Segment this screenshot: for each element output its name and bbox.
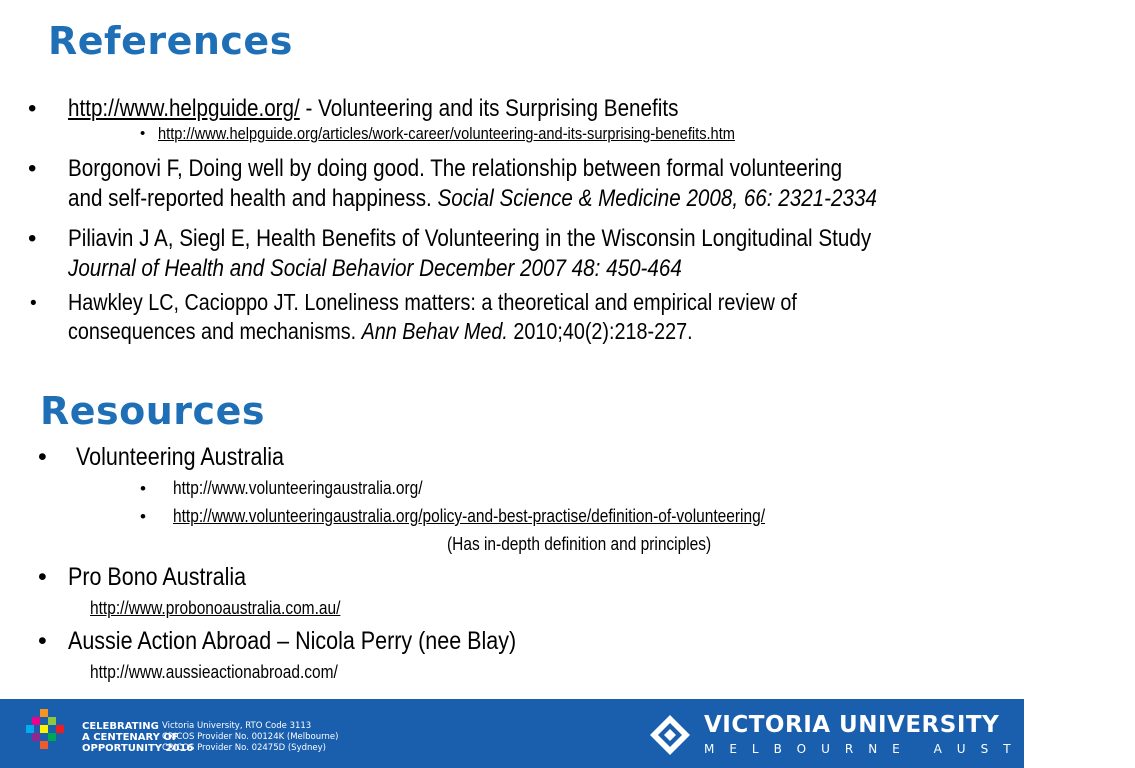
- cricos-info: Victoria University, RTO Code 3113 CRICOS Provider No. 00124K (Melbourne) CRICOS Provider No. 02475D (Sydney): [162, 721, 339, 753]
- piliavin-line1: Piliavin J A, Siegl E, Health Benefits of Volunteering in the Wisconsin Longitudinal Study: [68, 225, 872, 252]
- bullet: •: [38, 563, 47, 591]
- centenary-logo-icon: [24, 707, 68, 751]
- university-location: MELBOURNE AUSTRALIA: [704, 742, 1135, 756]
- bullet: •: [28, 155, 37, 182]
- volunteering-australia-label: Volunteering Australia: [76, 443, 284, 471]
- borgonovi-journal: Social Science & Medicine 2008, 66: 2321-2334: [437, 185, 877, 212]
- hawkley-line2: consequences and mechanisms.: [68, 318, 362, 344]
- helpguide-desc: - Volunteering and its Surprising Benefits: [299, 95, 679, 122]
- borgonovi-line1: Borgonovi F, Doing well by doing good. The relationship between formal volunteering: [68, 155, 843, 182]
- victoria-university-logo-icon: [648, 713, 692, 757]
- aussie-action-url: http://www.aussieactionabroad.com/: [90, 662, 338, 682]
- volunteering-definition-link[interactable]: http://www.volunteeringaustralia.org/policy-and-best-practise/definition-of-volunteering/: [173, 506, 765, 526]
- centenary-text: CELEBRATING A CENTENARY OF OPPORTUNITY 2016: [82, 721, 194, 754]
- hawkley-journal: Ann Behav Med.: [361, 318, 508, 344]
- hawkley-citation: 2010;40(2):218-227.: [507, 318, 693, 344]
- helpguide-article-link[interactable]: http://www.helpguide.org/articles/work-career/volunteering-and-its-surprising-benefits.htm: [158, 124, 735, 143]
- piliavin-journal: Journal of Health and Social Behavior December 2007 48: 450-464: [68, 255, 682, 282]
- resources-heading: Resources: [40, 389, 265, 433]
- bullet: •: [38, 627, 47, 655]
- bullet: •: [28, 95, 37, 122]
- pro-bono-link[interactable]: http://www.probonoaustralia.com.au/: [90, 598, 341, 618]
- pro-bono-label: Pro Bono Australia: [68, 563, 247, 591]
- borgonovi-line2: and self-reported health and happiness.: [68, 185, 438, 212]
- references-heading: References: [48, 19, 293, 63]
- bullet: •: [140, 479, 146, 498]
- university-name: VICTORIA UNIVERSITY: [704, 712, 1000, 738]
- volunteering-australia-url: http://www.volunteeringaustralia.org/: [173, 478, 423, 498]
- volunteering-definition-note: (Has in-depth definition and principles): [447, 534, 712, 554]
- bullet: •: [140, 125, 146, 142]
- bullet: •: [30, 293, 37, 314]
- aussie-action-label: Aussie Action Abroad – Nicola Perry (nee Blay): [68, 627, 517, 655]
- footer-bar: [0, 699, 1135, 768]
- bullet: •: [28, 225, 37, 252]
- bullet: •: [38, 443, 47, 471]
- hawkley-line1: Hawkley LC, Cacioppo JT. Loneliness matters: a theoretical and empirical review of: [68, 289, 797, 315]
- helpguide-link[interactable]: http://www.helpguide.org/: [68, 95, 300, 122]
- bullet: •: [140, 507, 146, 526]
